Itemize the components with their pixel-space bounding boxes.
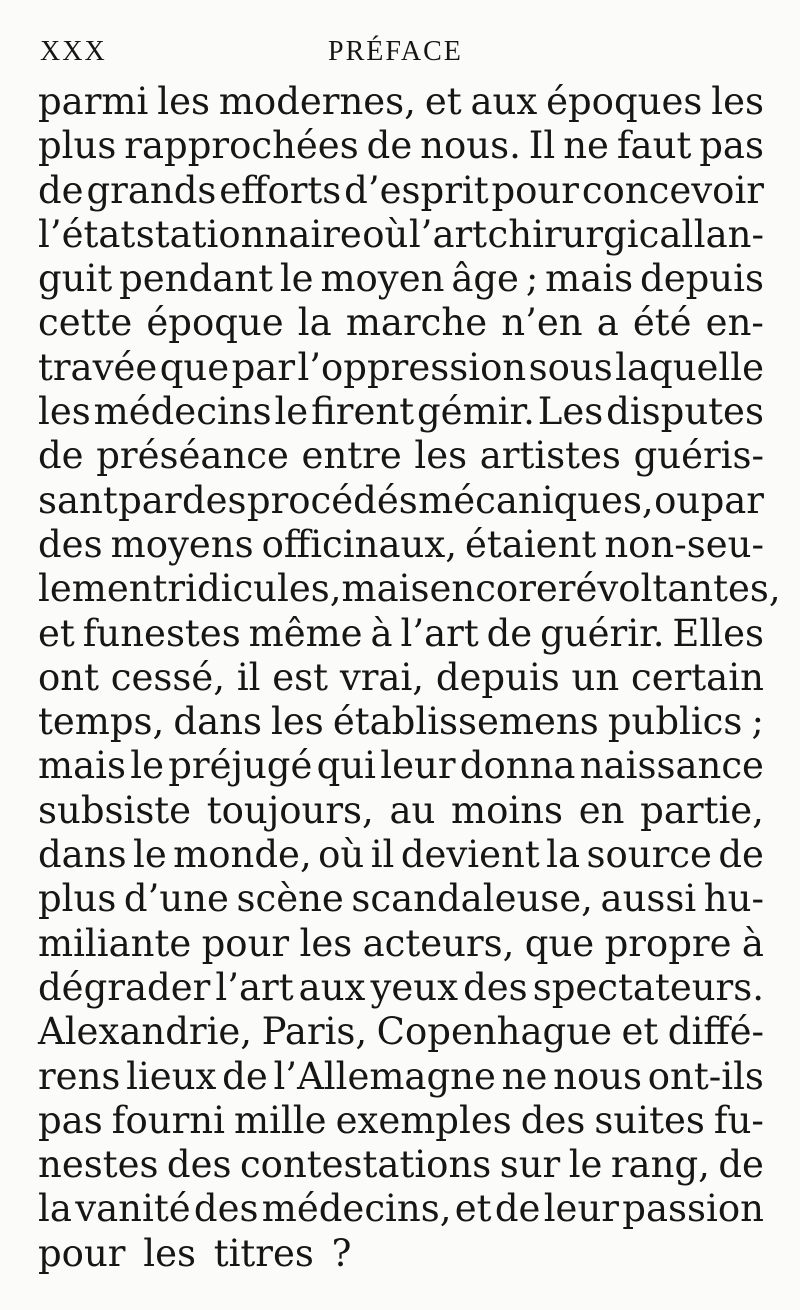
word: moins bbox=[451, 788, 564, 832]
word: faut bbox=[616, 124, 692, 168]
word: où bbox=[362, 212, 409, 256]
word: moyens bbox=[110, 522, 254, 566]
text-line bbox=[38, 612, 764, 656]
word: de bbox=[494, 1187, 541, 1231]
word: d’une bbox=[123, 877, 229, 921]
text-line bbox=[38, 922, 764, 966]
word: la bbox=[297, 301, 332, 345]
page-header bbox=[40, 28, 760, 68]
word: l’art bbox=[408, 212, 488, 256]
text-line bbox=[38, 80, 764, 124]
text-line bbox=[38, 1055, 764, 1099]
word: un bbox=[571, 655, 620, 699]
word: des bbox=[520, 1098, 586, 1142]
word: fourni bbox=[111, 1098, 225, 1142]
text-line bbox=[38, 833, 764, 877]
word: médecins bbox=[93, 390, 272, 434]
word: l’art bbox=[215, 965, 294, 1009]
word: contestations bbox=[239, 1143, 492, 1187]
word: fu- bbox=[713, 1098, 764, 1142]
word: certain bbox=[631, 655, 764, 699]
word: que bbox=[159, 345, 230, 389]
word: ont-ils bbox=[647, 1054, 764, 1098]
text-line bbox=[38, 1187, 764, 1231]
word: nous. bbox=[420, 124, 521, 168]
word: sur bbox=[499, 1143, 561, 1187]
word: depuis bbox=[640, 257, 764, 301]
word: les bbox=[711, 80, 764, 123]
word: vanité bbox=[75, 1187, 191, 1231]
word: des bbox=[38, 522, 103, 566]
word: guérir. bbox=[540, 611, 665, 655]
word: rang, bbox=[610, 1143, 710, 1187]
text-line bbox=[38, 700, 764, 744]
word: diffé- bbox=[667, 1010, 764, 1054]
word: nestes bbox=[38, 1143, 159, 1187]
word: travée bbox=[38, 345, 158, 389]
word: il bbox=[236, 655, 261, 699]
word: les bbox=[157, 80, 210, 123]
word: laquelle bbox=[615, 345, 764, 389]
word: lan- bbox=[693, 212, 764, 256]
word: chirurgical bbox=[487, 212, 694, 256]
word: âge bbox=[451, 257, 519, 301]
word: au bbox=[389, 788, 436, 832]
word: des bbox=[181, 478, 247, 522]
word: pour bbox=[201, 921, 290, 965]
text-line: pour les titres ? bbox=[38, 1231, 352, 1275]
word: cette bbox=[38, 301, 133, 345]
word: plus bbox=[38, 877, 117, 921]
text-line bbox=[38, 257, 764, 301]
word: des bbox=[166, 1143, 232, 1187]
text-line bbox=[38, 744, 764, 788]
word: de bbox=[718, 1143, 764, 1187]
word: la bbox=[546, 833, 581, 877]
text-line bbox=[38, 966, 764, 1010]
word: médecins, bbox=[261, 1187, 452, 1231]
word: mais bbox=[38, 744, 126, 788]
word: artistes bbox=[479, 434, 621, 478]
word: les bbox=[299, 921, 353, 965]
word: officinaux, bbox=[261, 522, 457, 566]
word: lement bbox=[38, 567, 168, 611]
text-line bbox=[38, 1010, 764, 1054]
word: est bbox=[272, 655, 329, 699]
word: efforts bbox=[219, 168, 342, 212]
text-line bbox=[38, 479, 764, 523]
word: firent bbox=[311, 390, 415, 434]
text-line bbox=[38, 789, 764, 833]
word: Elles bbox=[672, 611, 764, 655]
word: de bbox=[38, 168, 84, 212]
word: modernes, bbox=[218, 80, 416, 123]
word: a bbox=[596, 301, 619, 345]
word: les bbox=[414, 434, 468, 478]
word: le bbox=[130, 744, 164, 788]
word: disputes bbox=[606, 390, 764, 434]
word: parmi bbox=[38, 80, 149, 123]
word: marche bbox=[345, 301, 488, 345]
word: mais bbox=[341, 567, 430, 611]
word: où bbox=[318, 833, 365, 877]
word: de bbox=[718, 833, 764, 877]
word: de bbox=[38, 434, 84, 478]
word: l’état bbox=[38, 212, 136, 256]
word: les bbox=[271, 700, 324, 744]
word: lieux bbox=[126, 1054, 217, 1098]
word: publics bbox=[607, 700, 743, 744]
word: dans bbox=[38, 833, 127, 877]
word: leur bbox=[543, 1187, 619, 1231]
body-text bbox=[38, 80, 781, 1276]
word: spectateurs. bbox=[532, 965, 764, 1009]
text-line bbox=[38, 390, 764, 434]
word: par bbox=[118, 478, 182, 522]
word: le bbox=[133, 833, 167, 877]
word: dans bbox=[173, 700, 262, 744]
word: aux bbox=[470, 80, 538, 123]
word: ; bbox=[525, 257, 539, 301]
word: le bbox=[568, 1143, 603, 1187]
word: pas bbox=[699, 124, 764, 168]
text-line bbox=[38, 213, 764, 257]
word: étaient bbox=[465, 522, 597, 566]
word: en bbox=[578, 788, 625, 832]
word: ou bbox=[654, 478, 701, 522]
word: par bbox=[231, 345, 296, 389]
word: guéris- bbox=[633, 434, 764, 478]
word: que bbox=[524, 921, 595, 965]
word: l’Allemagne bbox=[273, 1054, 496, 1098]
word: par bbox=[700, 478, 764, 522]
word: il bbox=[370, 833, 395, 877]
word: propre bbox=[604, 921, 732, 965]
word: de bbox=[366, 124, 413, 168]
word: et bbox=[621, 1010, 659, 1054]
word: époque bbox=[146, 301, 284, 345]
text-line bbox=[38, 877, 764, 921]
text-line bbox=[38, 301, 764, 345]
word: yeux bbox=[370, 965, 458, 1009]
word: des bbox=[463, 965, 528, 1009]
word: les bbox=[38, 390, 91, 434]
word: rapprochées bbox=[124, 124, 359, 168]
word: acteurs, bbox=[362, 921, 515, 965]
word: guit bbox=[38, 257, 113, 301]
word: de bbox=[222, 1054, 268, 1098]
word: époques bbox=[546, 80, 703, 123]
text-line bbox=[38, 124, 764, 168]
running-title: PRÉFACE bbox=[328, 36, 463, 67]
word: établissemens bbox=[332, 700, 599, 744]
word: qui bbox=[316, 744, 377, 788]
word: pendant bbox=[119, 257, 273, 301]
word: sant bbox=[38, 478, 118, 522]
word: scandaleuse, bbox=[351, 877, 593, 921]
word: gémir. bbox=[416, 390, 535, 434]
word: préjugé bbox=[168, 744, 313, 788]
word: scène bbox=[236, 877, 344, 921]
word: pour bbox=[491, 168, 579, 212]
word: plus bbox=[38, 124, 117, 168]
word: depuis bbox=[435, 655, 560, 699]
word: des bbox=[193, 1187, 259, 1231]
word: naissance bbox=[579, 744, 764, 788]
word: mécaniques, bbox=[418, 478, 654, 522]
word: ; bbox=[751, 700, 764, 744]
word: devient bbox=[400, 833, 540, 877]
word: suites bbox=[594, 1098, 705, 1142]
word: à bbox=[370, 611, 393, 655]
word: mais bbox=[545, 257, 634, 301]
word: vrai, bbox=[339, 655, 425, 699]
word: leur bbox=[380, 744, 456, 788]
word: et bbox=[454, 1187, 492, 1231]
word: pas bbox=[38, 1098, 103, 1142]
word: concevoir bbox=[581, 168, 764, 212]
word: temps, bbox=[38, 700, 165, 744]
word: Alexandrie, bbox=[38, 1010, 253, 1054]
text-line bbox=[38, 1099, 764, 1143]
word: ont bbox=[38, 655, 99, 699]
word: miliante bbox=[38, 921, 192, 965]
word: et bbox=[38, 611, 75, 655]
word: sous bbox=[528, 345, 613, 389]
word: Paris, bbox=[261, 1010, 368, 1054]
word: le bbox=[274, 390, 309, 434]
word: ne bbox=[563, 124, 609, 168]
word: à bbox=[741, 921, 764, 965]
word: en- bbox=[705, 301, 764, 345]
word: subsiste bbox=[38, 788, 192, 832]
word: cessé, bbox=[110, 655, 226, 699]
text-line bbox=[38, 169, 764, 213]
word: ridicules, bbox=[167, 567, 342, 611]
text-line bbox=[38, 346, 764, 390]
word: aussi bbox=[600, 877, 697, 921]
word: source bbox=[586, 833, 712, 877]
word: mille bbox=[234, 1098, 327, 1142]
word: stationnaire bbox=[135, 212, 362, 256]
word: funestes bbox=[82, 611, 241, 655]
word: exemples bbox=[335, 1098, 512, 1142]
word: passion bbox=[622, 1187, 764, 1231]
word: préséance bbox=[96, 434, 289, 478]
word: hu- bbox=[703, 877, 764, 921]
word: encore bbox=[429, 567, 558, 611]
word: la bbox=[38, 1187, 72, 1231]
word: le bbox=[279, 257, 314, 301]
word: ne bbox=[501, 1054, 548, 1098]
word: donna bbox=[459, 744, 576, 788]
word: et bbox=[424, 80, 462, 123]
word: entre bbox=[301, 434, 402, 478]
text-line bbox=[38, 434, 764, 478]
text-line bbox=[38, 567, 781, 611]
word: Il bbox=[528, 124, 556, 168]
word: l’art bbox=[400, 611, 479, 655]
word: partie, bbox=[640, 788, 764, 832]
word: Copenhague bbox=[376, 1010, 612, 1054]
word: rens bbox=[38, 1054, 121, 1098]
word: Les bbox=[537, 390, 604, 434]
word: nous bbox=[553, 1054, 643, 1098]
word: dégrader bbox=[38, 965, 211, 1009]
word: monde, bbox=[173, 833, 312, 877]
word: non-seu- bbox=[604, 522, 764, 566]
word: d’esprit bbox=[344, 168, 489, 212]
word: même bbox=[248, 611, 363, 655]
word: moyen bbox=[320, 257, 445, 301]
word: de bbox=[486, 611, 533, 655]
text-line bbox=[38, 656, 764, 700]
word: procédés bbox=[246, 478, 418, 522]
page-number: XXX bbox=[40, 36, 107, 67]
word: n’en bbox=[501, 301, 583, 345]
word: grands bbox=[86, 168, 217, 212]
word: l’oppression bbox=[297, 345, 527, 389]
word: été bbox=[632, 301, 692, 345]
word: toujours, bbox=[206, 788, 374, 832]
text-line bbox=[38, 1143, 764, 1187]
text-line bbox=[38, 523, 764, 567]
word: aux bbox=[298, 965, 366, 1009]
word: révoltantes, bbox=[557, 567, 781, 611]
